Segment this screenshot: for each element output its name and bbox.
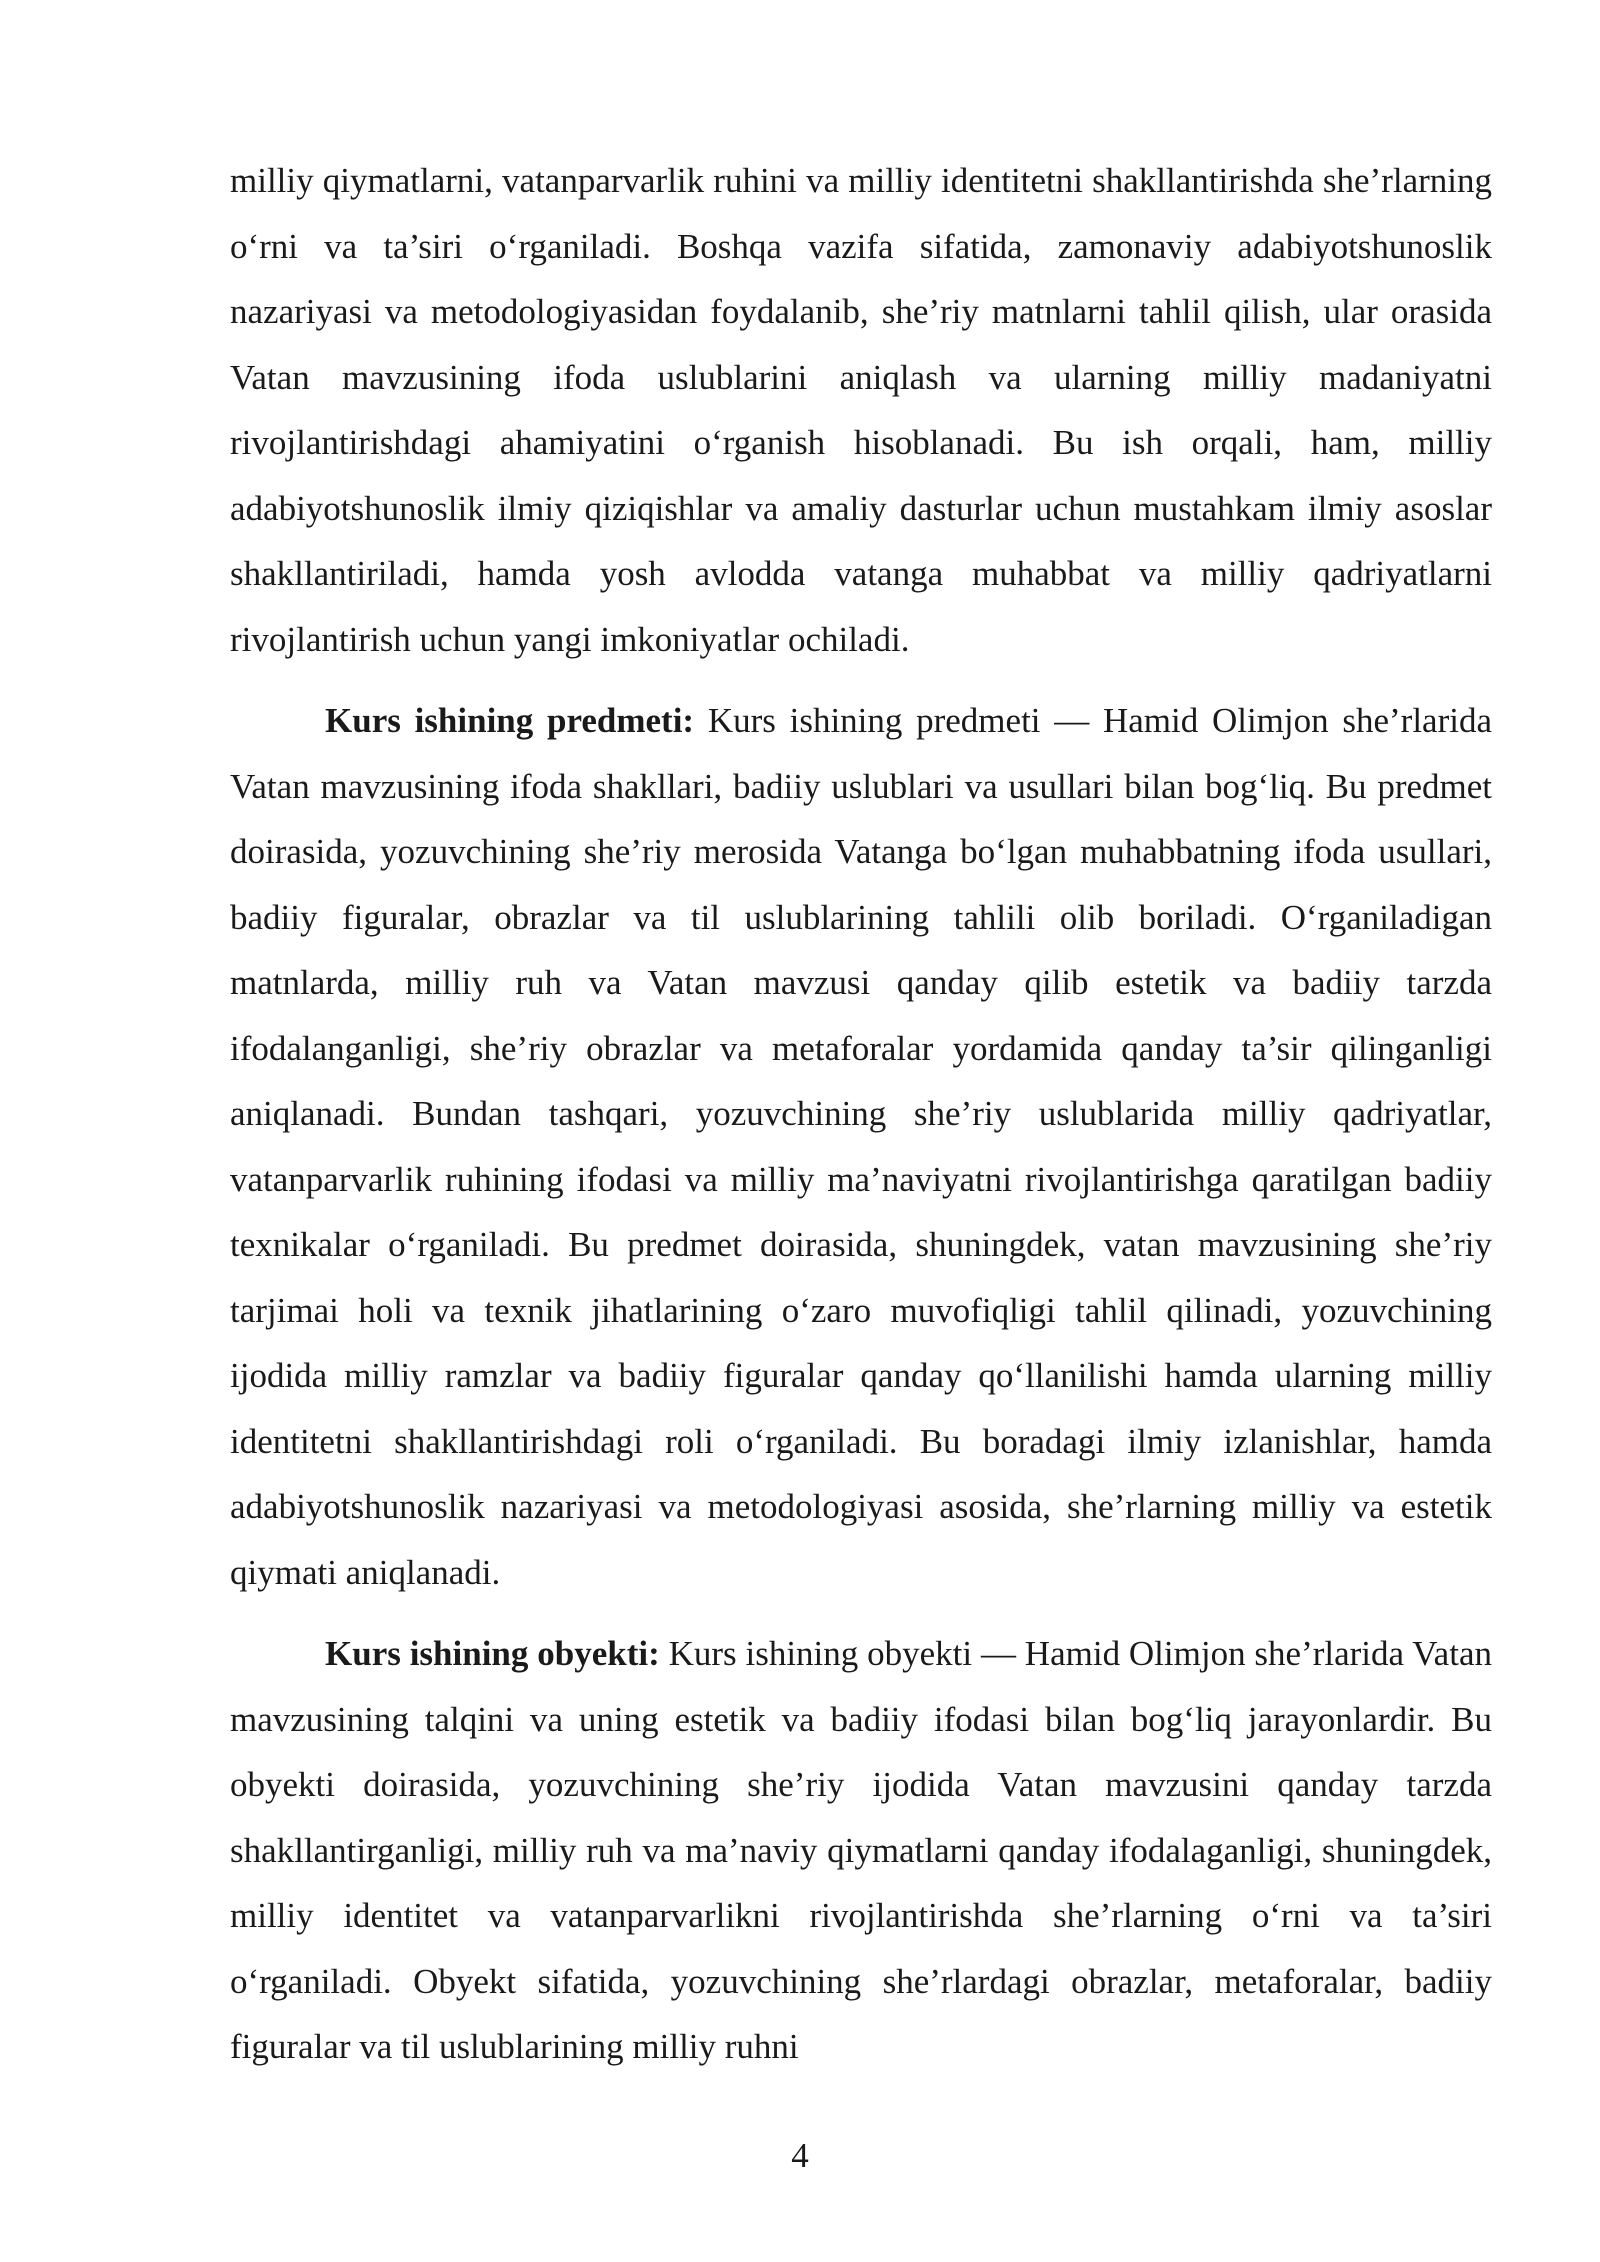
paragraph-subject [230, 688, 1492, 1605]
page-number: 4 [791, 2136, 809, 2175]
paragraph-heading: Kurs ishining predmeti: [325, 701, 695, 740]
paragraph-text: Kurs ishining obyekti — Hamid Olimjon she’rlarida Vatan mavzusining talqini va uning estetik va badiiy ifodasi bilan bog‘liq jarayonlardir. Bu obyekti doirasida, yozuvchining she’riy ijodida Vatan mavzusini qanday tarzda shakllantirganligi, milliy ruh va ma’naviy qiymatlarni qanday ifodalaganligi, shuningdek, milliy identitet va vatanparvarlikni rivojlantirishda she’rlarning o‘rni va ta’siri o‘rganiladi. Obyekt sifatida, yozuvchining she’rlardagi obrazlar, metaforalar, badiiy figuralar va til uslublarining milliy ruhni [230, 1634, 1492, 2066]
paragraph-text: Kurs ishining predmeti — Hamid Olimjon she’rlarida Vatan mavzusining ifoda shakllari, badiiy uslublari va usullari bilan bog‘liq. Bu predmet doirasida, yozuvchining she’riy merosida Vatanga bo‘lgan muhabbatning ifoda usullari, badiiy figuralar, obrazlar va til uslublarining tahlili olib boriladi. O‘rganiladigan matnlarda, milliy ruh va Vatan mavzusi qanday qilib estetik va badiiy tarzda ifodalanganligi, she’riy obrazlar va metaforalar yordamida qanday ta’sir qilinganligi aniqlanadi. Bundan tashqari, yozuvchining she’riy uslublarida milliy qadriyatlar, vatanparvarlik ruhining ifodasi va milliy ma’naviyatni rivojlantirishga qaratilgan badiiy texnikalar o‘rganiladi. Bu predmet doirasida, shuningdek, vatan mavzusining she’riy tarjimai holi va texnik jihatlarining o‘zaro muvofiqligi tahlil qilinadi, yozuvchining ijodida milliy ramzlar va badiiy figuralar qanday qo‘llanilishi hamda ularning milliy identitetni shakllantirishdagi roli o‘rganiladi. Bu boradagi ilmiy izlanishlar, hamda adabiyotshunoslik nazariyasi va metodologiyasi asosida, she’rlarning milliy va estetik qiymati aniqlanadi. [230, 701, 1492, 1592]
document-page [230, 148, 1492, 2080]
paragraph-object [230, 1621, 1492, 2080]
paragraph-continuation [230, 148, 1492, 672]
paragraph-text: milliy qiymatlarni, vatanparvarlik ruhini va milliy identitetni shakllantirishda she’rlarning o‘rni va ta’siri o‘rganiladi. Boshqa vazifa sifatida, zamonaviy adabiyotshunoslik nazariyasi va metodologiyasidan foydalanib, she’riy matnlarni tahlil qilish, ular orasida Vatan mavzusining ifoda uslublarini aniqlash va ularning milliy madaniyatni rivojlantirishdagi ahamiyatini o‘rganish hisoblanadi. Bu ish orqali, ham, milliy adabiyotshunoslik ilmiy qiziqishlar va amaliy dasturlar uchun mustahkam ilmiy asoslar shakllantiriladi, hamda yosh avlodda vatanga muhabbat va milliy qadriyatlarni rivojlantirish uchun yangi imkoniyatlar ochiladi. [230, 161, 1492, 659]
paragraph-heading: Kurs ishining obyekti: [325, 1634, 660, 1673]
